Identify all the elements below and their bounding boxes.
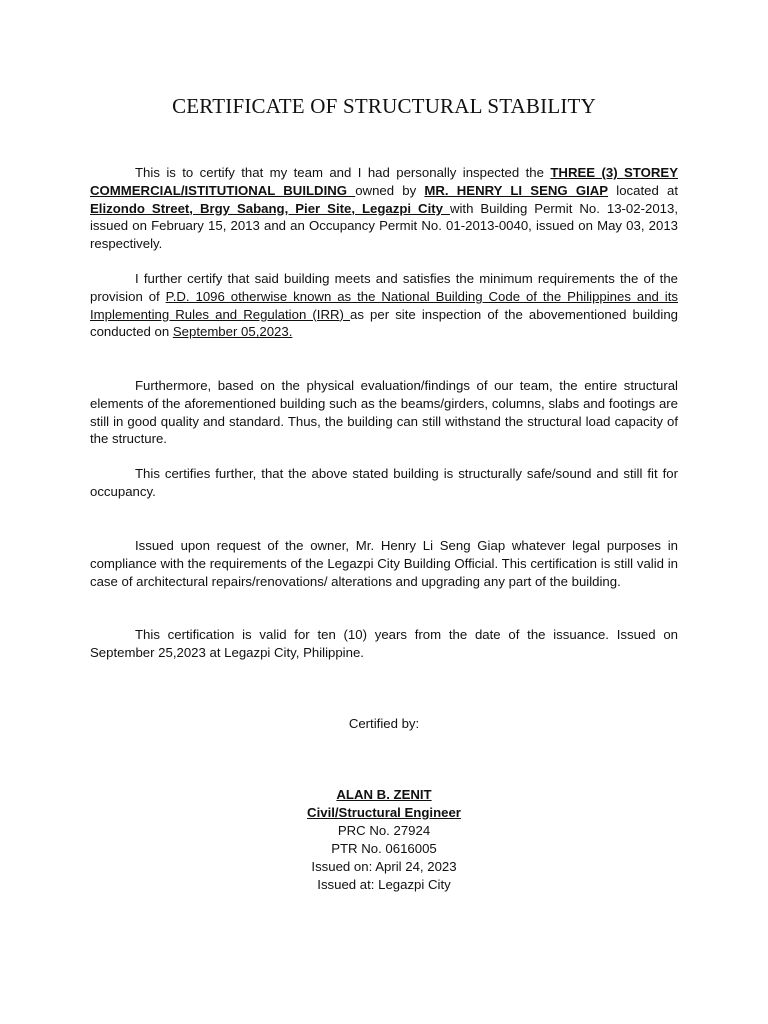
signature-block	[0, 786, 768, 894]
compliance-text-2: as per site inspection of the abovementioned building conducted on	[90, 306, 678, 340]
inspection-text-4: with Building Permit No. 13-02-2013, issued on February 15, 2013 and an Occupancy Permit No. 01-2013-0040, issued on May 03, 2013 respectively.	[90, 200, 678, 252]
certified-by-label: Certified by:	[348, 716, 420, 731]
building-location: Elizondo Street, Brgy Sabang, Pier Site, Legazpi City	[90, 200, 450, 216]
paragraph-validity: This certification is valid for ten (10) years from the date of the issuance. Issued on September 25,2023 at Legazpi City, Philippine.	[90, 627, 678, 660]
paragraph-evaluation: Furthermore, based on the physical evaluation/findings of our team, the entire structural elements of the aforementioned building such as the beams/girders, columns, slabs and footings are still in good quality and standard. Thus, the building can still withstand the structural load capacity of the structure.	[90, 378, 678, 447]
issued-at: Issued at: Legazpi City	[317, 877, 451, 892]
paragraph-code-compliance	[90, 270, 678, 341]
ptr-number: PTR No. 0616005	[331, 841, 437, 856]
inspection-text-1: This is to certify that my team and I had personally inspected the	[135, 165, 551, 180]
issued-on: Issued on: April 24, 2023	[311, 859, 457, 874]
building-code-reference: P.D. 1096 otherwise known as the National Building Code of the Philippines and its Implementing Rules and Regulation (IRR)	[90, 288, 678, 322]
owner-name: MR. HENRY LI SENG GIAP	[424, 182, 609, 198]
paragraph-inspection	[90, 164, 678, 253]
inspection-date: September 05,2023.	[172, 324, 293, 340]
inspection-text-2: owned by	[355, 182, 425, 198]
paragraph-occupancy: This certifies further, that the above stated building is structurally safe/sound and still fit for occupancy.	[90, 466, 678, 499]
signatory-name: ALAN B. ZENIT	[336, 787, 432, 802]
compliance-text-1: I further certify that said building meets and satisfies the minimum requirements the of the provision of	[90, 271, 678, 304]
inspection-text-3: located at	[608, 182, 678, 198]
document-title: CERTIFICATE OF STRUCTURAL STABILITY	[172, 94, 596, 118]
building-description: THREE (3) STOREY COMMERCIAL/ISTITUTIONAL BUILDING	[90, 165, 678, 198]
signatory-role: Civil/Structural Engineer	[307, 805, 461, 820]
prc-number: PRC No. 27924	[337, 823, 431, 838]
paragraph-request: Issued upon request of the owner, Mr. Henry Li Seng Giap whatever legal purposes in compliance with the requirements of the Legazpi City Building Official. This certification is still valid in case of architectural repairs/renovations/ alterations and upgrading any part of the building.	[90, 538, 678, 589]
